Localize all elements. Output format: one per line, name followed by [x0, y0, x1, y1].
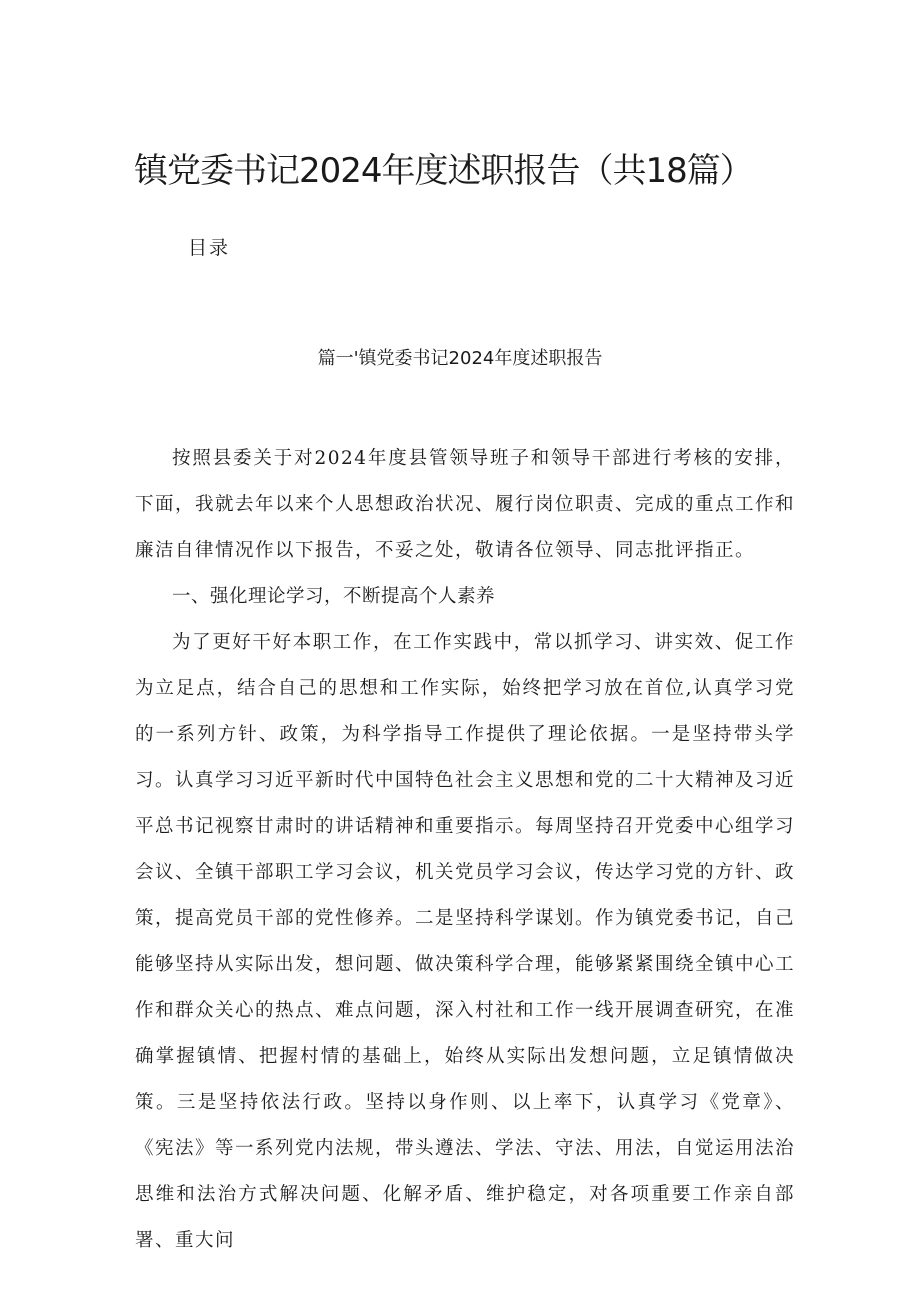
document-body — [135, 436, 795, 1264]
section-heading-1: 一、强化理论学习，不断提高个人素养 — [172, 586, 496, 607]
document-title: 镇党委书记2024年度述职报告（共18篇） — [134, 151, 753, 191]
intro-paragraph: 按照县委关于对2024年度县管领导班子和领导干部进行考核的安排，下面，我就去年以来个人思想政治状况、履行岗位职责、完成的重点工作和廉洁自律情况作以下报告，不妥之处，敬请各位领导、同志批评指正。 — [135, 448, 796, 561]
section-title: 篇一'镇党委书记2024年度述职报告 — [317, 348, 603, 369]
body-paragraph-1: 为了更好干好本职工作，在工作实践中，常以抓学习、讲实效、促工作为立足点，结合自己的思想和工作实际，始终把学习放在首位,认真学习党的一系列方针、政策，为科学指导工作提供了理论依据。一是坚持带头学习。认真学习习近平新时代中国特色社会主义思想和党的二十大精神及习近平总书记视察甘肃时的讲话精神和重要指示。每周坚持召开党委中心组学习会议、全镇干部职工学习会议，机关党员学习会议，传达学习党的方针、政策，提高党员干部的党性修养。二是坚持科学谋划。作为镇党委书记，自己能够坚持从实际出发，想问题、做决策科学合理，能够紧紧围绕全镇中心工作和群众关心的热点、难点问题，深入村社和工作一线开展调查研究，在准确掌握镇情、把握村情的基础上，始终从实际出发想问题，立足镇情做决策。三是坚持依法行政。坚持以身作则、以上率下，认真学习《党章》、《宪法》等一系列党内法规，带头遵法、学法、守法、用法，自觉运用法治思维和法治方式解决问题、化解矛盾、维护稳定，对各项重要工作亲自部署、重大问 — [135, 632, 796, 1251]
toc-label: 目录 — [188, 237, 231, 259]
